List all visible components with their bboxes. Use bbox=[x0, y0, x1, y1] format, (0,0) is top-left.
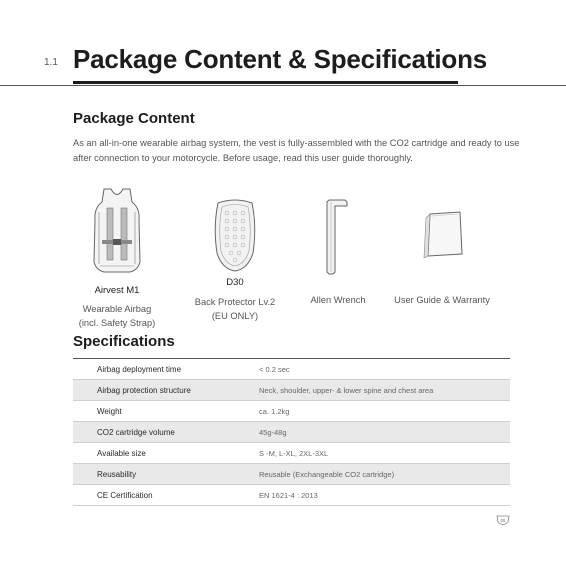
item-desc-line1: Back Protector Lv.2 bbox=[194, 297, 276, 307]
item-back-protector-label bbox=[180, 276, 290, 323]
table-row bbox=[73, 464, 510, 485]
item-desc-line1: Allen Wrench bbox=[310, 295, 366, 305]
item-desc-line1: User Guide & Warranty bbox=[394, 295, 490, 305]
spec-value: Neck, shoulder, upper- & lower spine and chest area bbox=[259, 380, 510, 401]
item-allen-wrench-label bbox=[298, 293, 378, 307]
spec-label: Available size bbox=[73, 443, 259, 464]
item-airvest-label bbox=[67, 284, 167, 330]
spec-label: Airbag deployment time bbox=[73, 359, 259, 380]
item-name: Airvest M1 bbox=[94, 285, 140, 296]
package-content-intro: As an all-in-one wearable airbag system, the vest is fully-assembled with the CO2 cartridge and ready to use after connection to your motorcycle. Before usage, read this user guide thoroughly. bbox=[73, 138, 520, 163]
page-title: Package Content & Specifications bbox=[73, 44, 488, 74]
table-row bbox=[73, 422, 510, 443]
item-user-guide-label bbox=[382, 293, 502, 307]
spec-value: ca. 1.2kg bbox=[259, 401, 510, 422]
spec-value: S -M, L-XL, 2XL-3XL bbox=[259, 443, 510, 464]
table-row bbox=[73, 359, 510, 380]
table-row bbox=[73, 401, 510, 422]
shield-badge-icon bbox=[496, 515, 510, 527]
table-row bbox=[73, 443, 510, 464]
spec-value: EN 1621-4 : 2013 bbox=[259, 485, 510, 506]
spec-label: Weight bbox=[73, 401, 259, 422]
spec-value: Reusable (Exchangeable CO2 cartridge) bbox=[259, 464, 510, 485]
item-name: D30 bbox=[226, 277, 244, 288]
page-number: 05 bbox=[500, 517, 506, 523]
spec-value: < 0.2 sec bbox=[259, 359, 510, 380]
table-row bbox=[73, 380, 510, 401]
specifications-table bbox=[73, 358, 510, 506]
title-divider bbox=[0, 85, 566, 86]
specifications-heading: Specifications bbox=[73, 333, 175, 350]
package-content-heading: Package Content bbox=[73, 110, 195, 127]
allen-wrench-icon bbox=[323, 196, 353, 276]
item-desc-line1: Wearable Airbag bbox=[82, 304, 152, 314]
item-desc-line2: (EU ONLY) bbox=[211, 311, 259, 321]
table-row bbox=[73, 485, 510, 506]
spec-label: Reusability bbox=[73, 464, 259, 485]
back-protector-icon bbox=[212, 197, 258, 273]
spec-label: CO2 cartridge volume bbox=[73, 422, 259, 443]
item-desc-line2: (incl. Safety Strap) bbox=[78, 318, 156, 328]
title-underline bbox=[73, 81, 458, 84]
spec-label: Airbag protection structure bbox=[73, 380, 259, 401]
spec-label: CE Certification bbox=[73, 485, 259, 506]
spec-value: 45g-48g bbox=[259, 422, 510, 443]
section-number: 1.1 bbox=[44, 57, 58, 68]
airbag-vest-icon bbox=[90, 186, 144, 278]
user-guide-icon bbox=[422, 210, 466, 260]
